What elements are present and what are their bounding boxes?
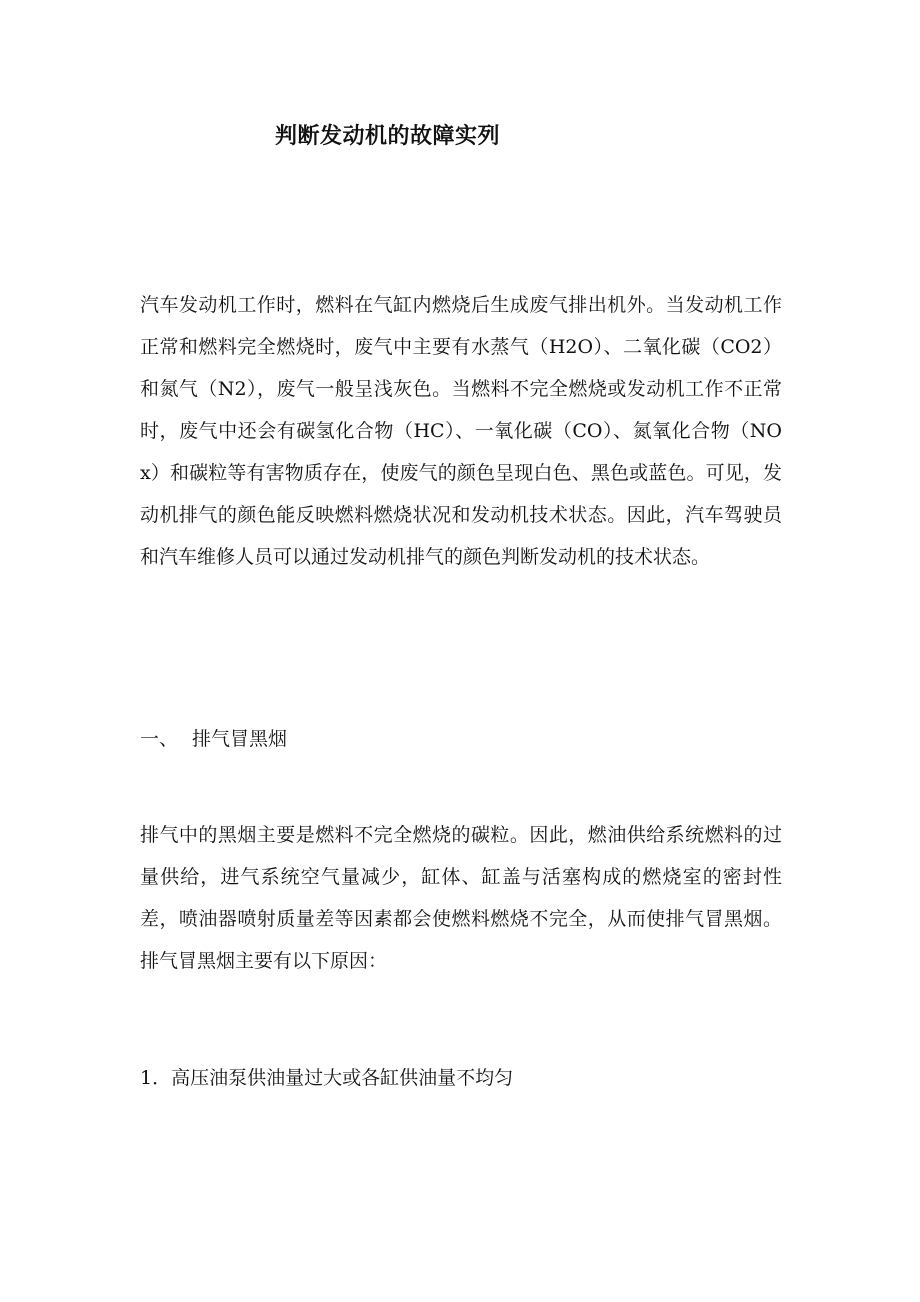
section-number: 一、 [140, 728, 179, 750]
list-item-text: 高压油泵供油量过大或各缸供油量不均匀 [171, 1067, 514, 1089]
section-body-paragraph: 排气中的黑烟主要是燃料不完全燃烧的碳粒。因此，燃油供给系统燃料的过量供给，进气系统空气量减少，缸体、缸盖与活塞构成的燃烧室的密封性差，喷油器喷射质量差等因素都会使燃料燃烧不完全，从而使排气冒黑烟。排气冒黑烟主要有以下原因： [140, 824, 782, 972]
intro-paragraph: 汽车发动机工作时，燃料在气缸内燃烧后生成废气排出机外。当发动机工作正常和燃料完全燃烧时，废气中主要有水蒸气（H2O）、二氧化碳（CO2）和氮气（N2），废气一般呈浅灰色。当燃料不完全燃烧或发动机工作不正常时，废气中还会有碳氢化合物（HC）、一氧化碳（CO）、氮氧化合物（NOx）和碳粒等有害物质存在，使废气的颜色呈现白色、黑色或蓝色。可见，发动机排气的颜色能反映燃料燃烧状况和发动机技术状态。因此，汽车驾驶员和汽车维修人员可以通过发动机排气的颜色判断发动机的技术状态。 [140, 294, 782, 568]
section-heading [140, 719, 287, 759]
list-item [140, 1058, 513, 1098]
section-heading-text: 排气冒黑烟 [192, 728, 288, 750]
document-title: 判断发动机的故障实列 [275, 123, 501, 149]
list-item-number: 1． [140, 1067, 172, 1089]
